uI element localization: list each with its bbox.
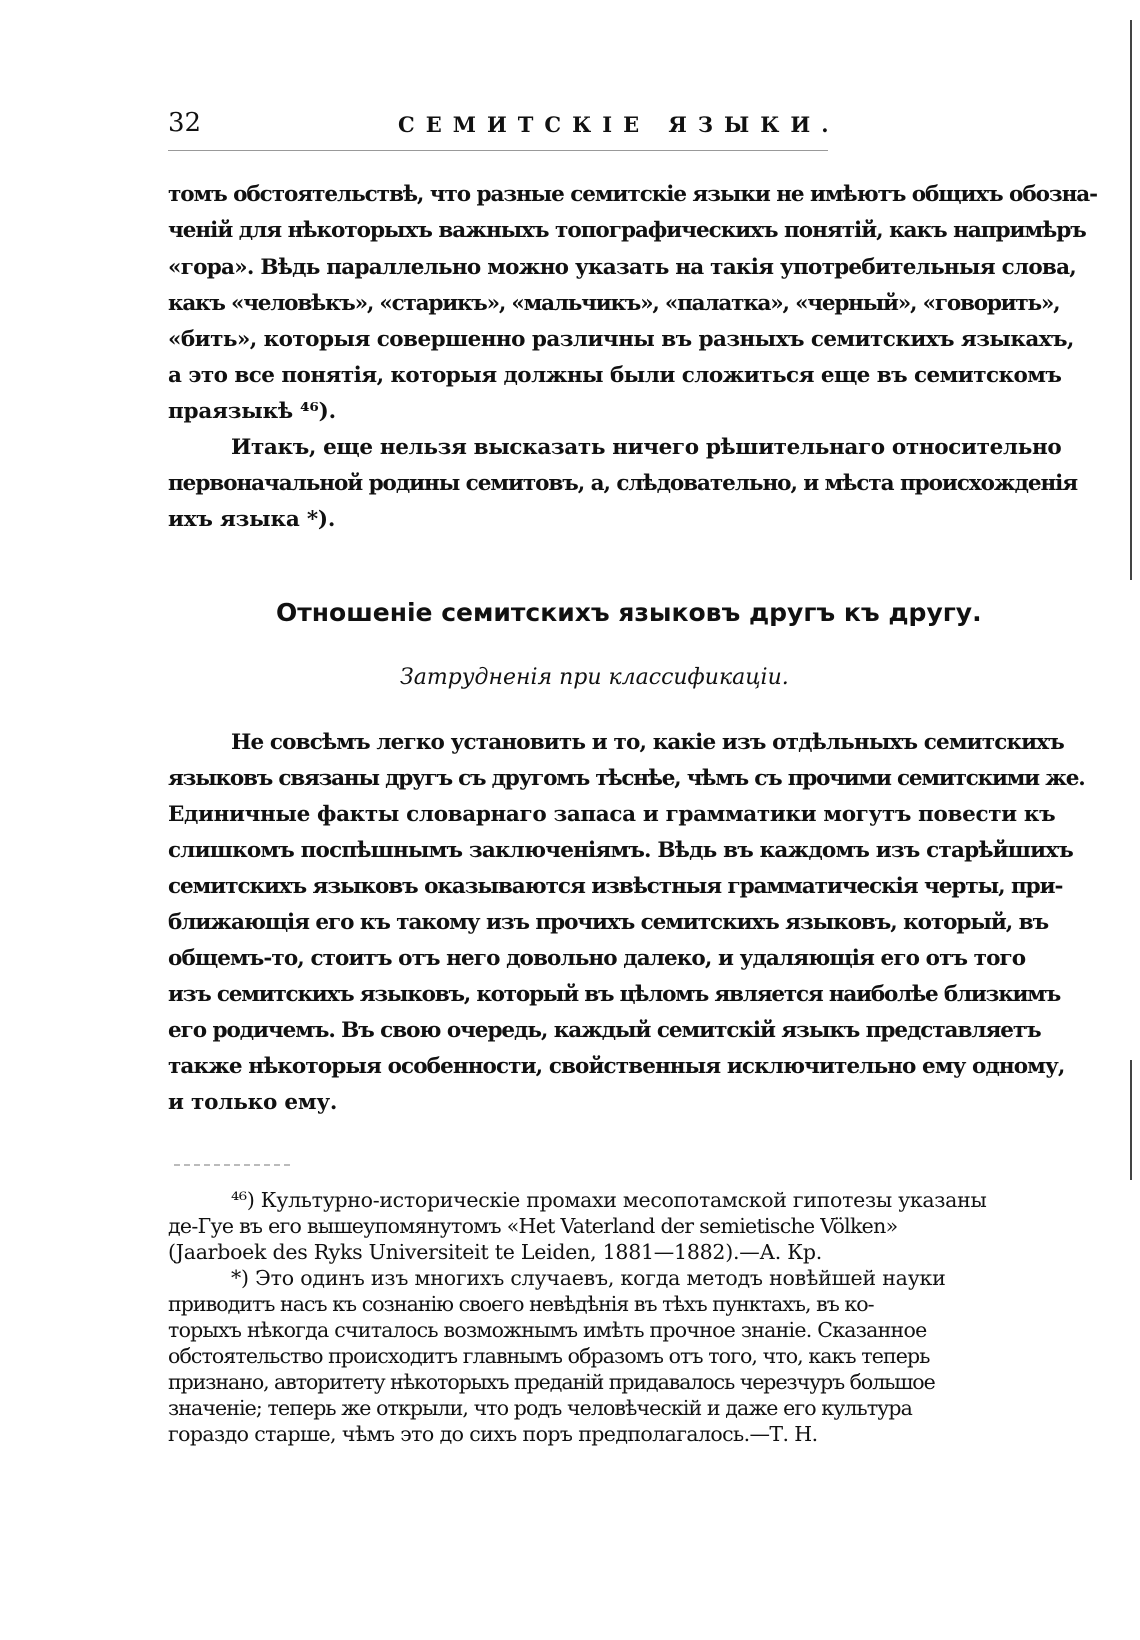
text-line: ихъ языка *).: [168, 507, 336, 532]
text-line: «бить», которыя совершенно различны въ разныхъ семитскихъ языкахъ,: [168, 327, 1074, 352]
text-line: общемъ-то, стоитъ отъ него довольно далеко, и удаляющія его отъ того: [168, 946, 1026, 971]
footnote-line: *) Это одинъ изъ многихъ случаевъ, когда методъ новѣйшей науки: [231, 1266, 946, 1290]
footnote-separator: [174, 1164, 290, 1166]
section-subheading: Затрудненія при классификаціи.: [400, 665, 789, 690]
text-line: слишкомъ поспѣшнымъ заключеніямъ. Вѣдь въ каждомъ изъ старѣйшихъ: [168, 838, 1073, 863]
header-rule: [168, 150, 828, 151]
section-heading: Отношеніе семитскихъ языковъ другъ къ другу.: [276, 598, 982, 627]
page-edge-line: [1130, 20, 1132, 580]
text-line: праязыкѣ ⁴⁶).: [168, 399, 336, 424]
text-line: «гора». Вѣдь параллельно можно указать на такія употребительныя слова,: [168, 255, 1077, 280]
footnote-line: (Jaarboek des Ryks Universiteit te Leiden, 1881—1882).—А. Кр.: [168, 1240, 823, 1264]
text-line: какъ «человѣкъ», «старикъ», «мальчикъ», «палатка», «черный», «говорить»,: [168, 291, 1060, 316]
footnote-line: обстоятельство происходитъ главнымъ образомъ отъ того, что, какъ теперь: [168, 1344, 930, 1368]
text-line: а это все понятія, которыя должны были сложиться еще въ семитскомъ: [168, 363, 1062, 388]
footnote-line: приводитъ насъ къ сознанію своего невѣдѣнія въ тѣхъ пунктахъ, въ ко-: [168, 1292, 874, 1316]
page-number: 32: [168, 108, 202, 138]
text-line: также нѣкоторыя особенности, свойственныя исключительно ему одному,: [168, 1054, 1065, 1079]
page-edge-line: [1130, 1060, 1132, 1180]
text-line: изъ семитскихъ языковъ, который въ цѣломъ является наиболѣе близкимъ: [168, 982, 1061, 1007]
running-title: СЕМИТСКІЕ ЯЗЫКИ.: [398, 112, 840, 137]
footnote-line: де-Гуе въ его вышеупомянутомъ «Het Vaterland der semietische Völken»: [168, 1214, 898, 1238]
footnote-line: значеніе; теперь же открыли, что родъ человѣческій и даже его культура: [168, 1396, 912, 1420]
footnote-line: торыхъ нѣкогда считалось возможнымъ имѣть прочное знаніе. Сказанное: [168, 1318, 927, 1342]
footnote-line: гораздо старше, чѣмъ это до сихъ поръ предполагалось.—Т. Н.: [168, 1422, 818, 1446]
text-line: Не совсѣмъ легко установить и то, какіе изъ отдѣльныхъ семитскихъ: [231, 730, 1064, 755]
text-line: семитскихъ языковъ оказываются извѣстныя грамматическія черты, при-: [168, 874, 1063, 899]
text-line: томъ обстоятельствѣ, что разные семитскіе языки не имѣютъ общихъ обозна-: [168, 182, 1098, 207]
text-line: и только ему.: [168, 1090, 338, 1115]
text-line: первоначальной родины семитовъ, а, слѣдовательно, и мѣста происхожденія: [168, 471, 1078, 496]
footnote-line: признано, авторитету нѣкоторыхъ преданій придавалось черезчуръ большое: [168, 1370, 935, 1394]
text-line: его родичемъ. Въ свою очередь, каждый семитскій языкъ представляетъ: [168, 1018, 1041, 1043]
text-line: Единичные факты словарнаго запаса и грамматики могутъ повести къ: [168, 802, 1056, 827]
text-line: ближающія его къ такому изъ прочихъ семитскихъ языковъ, который, въ: [168, 910, 1049, 935]
footnote-line: ⁴⁶) Культурно-историческіе промахи месопотамской гипотезы указаны: [231, 1188, 987, 1212]
text-line: Итакъ, еще нельзя высказать ничего рѣшительнаго относительно: [231, 435, 1062, 460]
text-line: языковъ связаны другъ съ другомъ тѣснѣе, чѣмъ съ прочими семитскими же.: [168, 766, 1085, 791]
text-line: ченій для нѣкоторыхъ важныхъ топографическихъ понятій, какъ напримѣръ: [168, 218, 1086, 243]
